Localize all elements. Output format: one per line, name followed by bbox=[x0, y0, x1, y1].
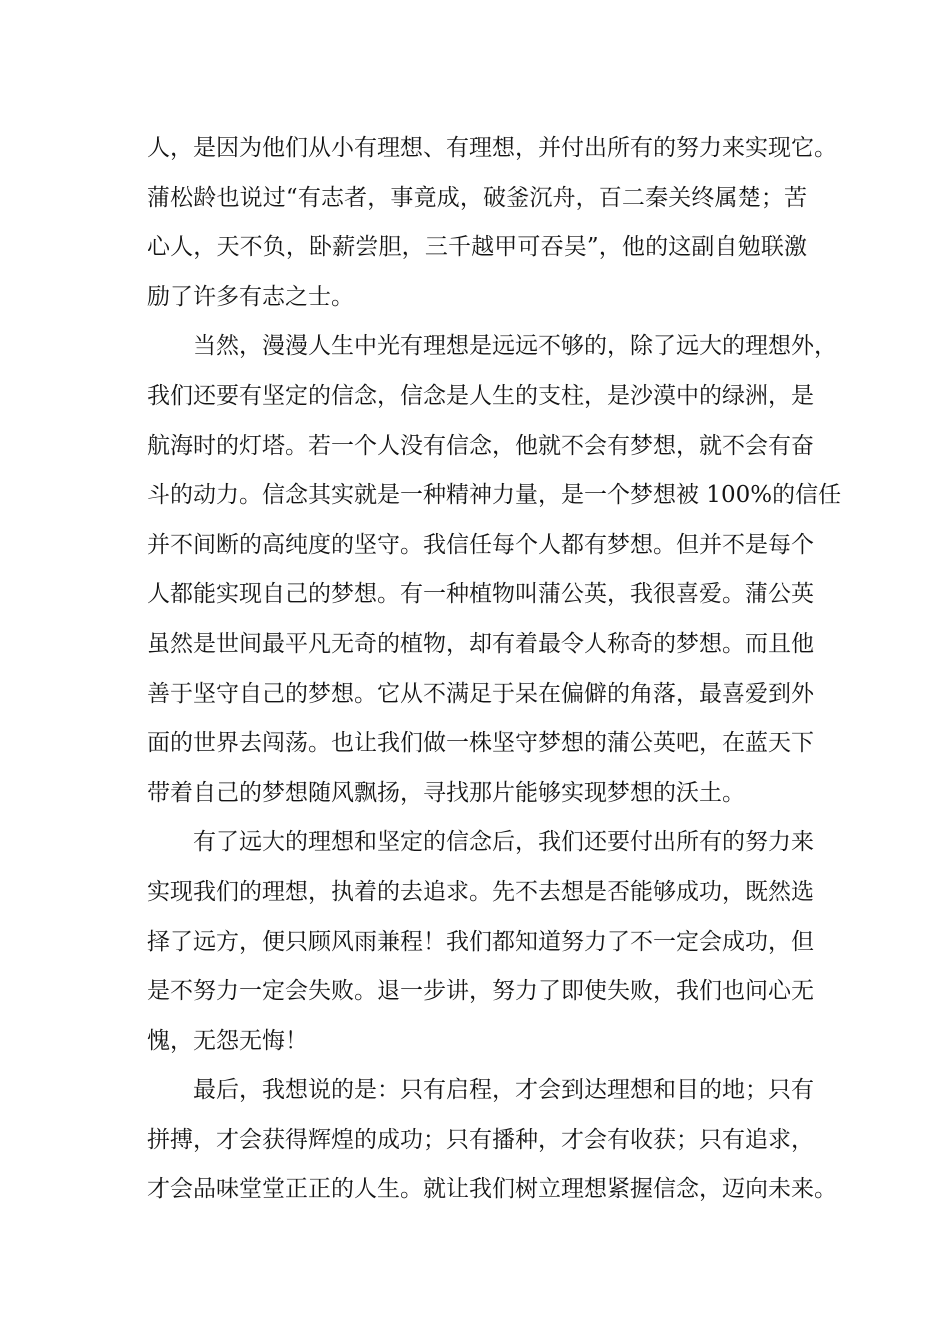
paragraph-line: 航海时的灯塔。若一个人没有信念，他就不会有梦想，就不会有奋 bbox=[147, 432, 814, 459]
paragraph-line: 当然，漫漫人生中光有理想是远远不够的，除了远大的理想外， bbox=[193, 333, 837, 360]
paragraph-line: 虽然是世间最平凡无奇的植物，却有着最令人称奇的梦想。而且他 bbox=[147, 630, 814, 657]
paragraph bbox=[147, 124, 837, 322]
paragraph-line: 斗的动力。信念其实就是一种精神力量，是一个梦想被 100%的信任 bbox=[147, 482, 842, 509]
paragraph bbox=[147, 322, 842, 818]
paragraph-line: 蒲松龄也说过“有志者，事竟成，破釜沉舟，百二秦关终属楚；苦 bbox=[147, 184, 807, 211]
paragraph-line: 并不间断的高纯度的坚守。我信任每个人都有梦想。但并不是每个 bbox=[147, 531, 814, 558]
paragraph-line: 择了远方，便只顾风雨兼程！我们都知道努力了不一定会成功，但 bbox=[147, 928, 814, 955]
paragraph-line: 拼搏，才会获得辉煌的成功；只有播种，才会有收获；只有追求， bbox=[147, 1126, 814, 1153]
paragraph-line: 励了许多有志之士。 bbox=[147, 283, 354, 310]
paragraph-line: 心人，天不负，卧薪尝胆，三千越甲可吞吴”，他的这副自勉联激 bbox=[147, 234, 807, 261]
paragraph-line: 最后，我想说的是：只有启程，才会到达理想和目的地；只有 bbox=[193, 1077, 814, 1104]
paragraph bbox=[147, 818, 814, 1066]
paragraph-line: 才会品味堂堂正正的人生。就让我们树立理想紧握信念，迈向未来。 bbox=[147, 1176, 837, 1203]
paragraph-line: 善于坚守自己的梦想。它从不满足于呆在偏僻的角落，最喜爱到外 bbox=[147, 680, 814, 707]
paragraph-line: 带着自己的梦想随风飘扬，寻找那片能够实现梦想的沃土。 bbox=[147, 779, 745, 806]
paragraph-line: 面的世界去闯荡。也让我们做一株坚守梦想的蒲公英吧，在蓝天下 bbox=[147, 730, 814, 757]
document-body bbox=[147, 124, 842, 1215]
paragraph-line: 是不努力一定会失败。退一步讲，努力了即使失败，我们也问心无 bbox=[147, 978, 814, 1005]
paragraph bbox=[147, 1066, 837, 1215]
paragraph-line: 人，是因为他们从小有理想、有理想，并付出所有的努力来实现它。 bbox=[147, 135, 837, 161]
paragraph-line: 有了远大的理想和坚定的信念后，我们还要付出所有的努力来 bbox=[193, 829, 814, 856]
paragraph-line: 我们还要有坚定的信念，信念是人生的支柱，是沙漠中的绿洲，是 bbox=[147, 382, 814, 409]
paragraph-line: 愧，无怨无悔！ bbox=[147, 1027, 308, 1054]
paragraph-line: 实现我们的理想，执着的去追求。先不去想是否能够成功，既然选 bbox=[147, 878, 814, 905]
paragraph-line: 人都能实现自己的梦想。有一种植物叫蒲公英，我很喜爱。蒲公英 bbox=[147, 581, 814, 608]
